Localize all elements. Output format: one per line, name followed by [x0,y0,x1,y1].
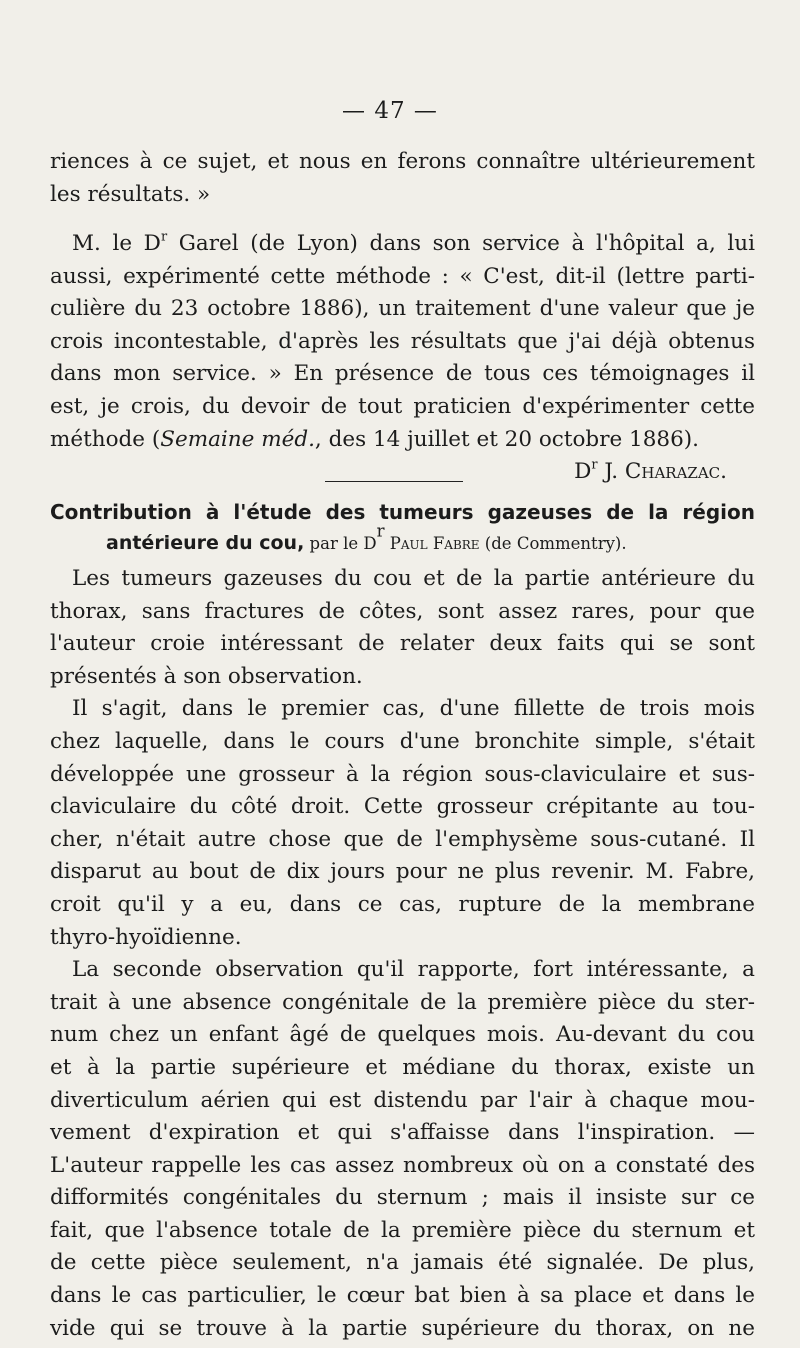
article-body [50,563,755,1345]
text-line: croit qu'il y a eu, dans ce cas, rupture de la membrane [50,891,755,917]
text-line: Les tumeurs gazeuses du cou et de la partie antérieure du [72,566,755,591]
text-line: riences à ce sujet, et nous en ferons connaître ultérieurement [50,149,755,174]
text-line: thorax, sans fractures de côtes, sont assez rares, pour que [50,598,755,624]
section-divider [325,481,463,482]
text-line: thyro-hyoïdienne. [50,924,242,950]
page-number: — 47 — [342,98,438,124]
text-line: et à la partie supérieure et médiane du thorax, existe un [50,1054,755,1080]
text-line: les résultats. » [50,181,211,207]
article-title-line: Contribution à l'étude des tumeurs gazeuses de la région [50,500,755,524]
text-line: est, je crois, du devoir de tout praticien d'expérimenter cette [50,393,755,419]
intro-paragraph [50,146,755,211]
text-line: développée une grosseur à la région sous-claviculaire et sus- [50,761,755,787]
article-byline: antérieure du cou, par le $D^r$ Paul Fabre (de Commentry). [106,521,627,554]
text-line: chez laquelle, dans le cours d'une bronchite simple, s'était [50,728,755,754]
text-line: fait, que l'absence totale de la première pièce du sternum et [50,1217,755,1243]
text-line: La seconde observation qu'il rapporte, fort intéressante, a [72,957,755,983]
text-line: culière du 23 octobre 1886), un traitement d'une valeur que je [50,296,755,322]
article-title [50,497,755,557]
text-line: dans mon service. » En présence de tous ces témoignages il [50,361,755,387]
text-line: Il s'agit, dans le premier cas, d'une fillette de trois mois [72,696,755,722]
text-line: diverticulum aérien qui est distendu par l'air à chaque mou- [50,1087,755,1113]
journal-title: Semaine méd. [160,426,315,452]
text-line: difformités congénitales du sternum ; mais il insiste sur ce [50,1185,755,1211]
text-line: crois incontestable, d'après les résultats que j'ai déjà obtenus [50,328,755,354]
text-line: vide qui se trouve à la partie supérieure du thorax, on ne [50,1315,755,1341]
garel-paragraph [50,228,755,489]
text-line: l'auteur croie intéressant de relater deux faits qui se sont [50,631,755,657]
text-line: claviculaire du côté droit. Cette grosseur crépitante au tou- [50,794,755,820]
text-line: dans le cas particulier, le cœur bat bien à sa place et dans le [50,1283,755,1309]
text-line: méthode (Semaine méd., des 14 juillet et 20 octobre 1886). [50,426,699,452]
text-line: aussi, expérimenté cette méthode : « C'est, dit-il (lettre parti- [50,263,755,289]
text-line: de cette pièce seulement, n'a jamais été signalée. De plus, [50,1250,755,1276]
text-line: vement d'expiration et qui s'affaisse dans l'inspiration. — [50,1120,755,1146]
text-line: cher, n'était autre chose que de l'emphysème sous-cutané. Il [50,826,755,852]
text-line: num chez un enfant âgé de quelques mois. Au-devant du cou [50,1022,755,1048]
text-line: disparut au bout de dix jours pour ne plus revenir. M. Fabre, [50,859,755,885]
signature: $D^r$ J. Charazac. [574,457,727,485]
text-line: trait à une absence congénitale de la première pièce du ster- [50,989,755,1015]
text-line: M. le $D^r$ Garel (de Lyon) dans son service à l'hôpital a, lui [72,229,756,256]
text-line: L'auteur rappelle les cas assez nombreux où on a constaté des [50,1152,755,1178]
text-line: présentés à son observation. [50,663,363,689]
